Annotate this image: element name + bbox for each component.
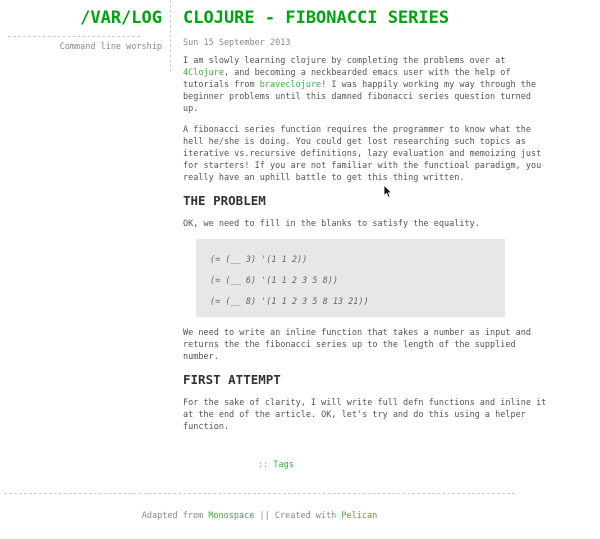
- page-footer: [4, 493, 515, 521]
- site-tagline: Command line worship: [59, 42, 162, 52]
- intro-paragraph: [183, 55, 549, 115]
- site-title[interactable]: /VAR/LOG: [80, 8, 162, 28]
- code-line-2: (= (__ 6) '(1 1 2 3 5 8)): [210, 276, 338, 286]
- paragraph-first-attempt: For the sake of clarity, I will write full defn functions and inline it at the end of the article. OK, let's try and do this using a helper function.: [183, 398, 547, 432]
- intro-text-3: ! I was happily working my way through the beginner problems until this damned fibonacci series question turned up.: [183, 80, 537, 114]
- section-heading-the-problem: THE PROBLEM: [183, 193, 266, 208]
- code-line-3: (= (__ 8) '(1 1 2 3 5 8 13 21)): [210, 297, 369, 307]
- intro-text-2: , and becoming a neckbearded emacs user with the help of tutorials from: [183, 68, 511, 90]
- sidebar: [0, 0, 162, 52]
- article: [183, 0, 549, 470]
- code-line-1: (= (__ 3) '(1 1 2)): [210, 255, 308, 265]
- footer-adapted-text: Adapted from: [141, 511, 209, 521]
- paragraph-research: A fibonacci series function requires the programmer to know what the hell he/she is doing. You could get lost researching such topics as iterative vs.recursive definitions, lazy evaluation and memoizing just for starters! If you are not familiar with the functioal paradigm, you really have an uphill battle to get this thing written.: [183, 125, 542, 183]
- footer-link-monospace[interactable]: Monospace: [208, 511, 255, 521]
- article-title[interactable]: CLOJURE - FIBONACCI SERIES: [183, 8, 450, 28]
- code-block: [196, 239, 505, 317]
- section-heading-first-attempt: FIRST ATTEMPT: [183, 372, 281, 387]
- article-date: Sun 15 September 2013: [183, 38, 291, 48]
- header-vertical-divider: [170, 0, 171, 72]
- link-braveclojure[interactable]: braveclojure: [259, 80, 322, 90]
- mouse-cursor-icon: [384, 185, 394, 199]
- paragraph-inline-function: We need to write an inline function that takes a number as input and returns the the fibonacci series up to the length of the supplied number.: [183, 328, 531, 362]
- sidebar-divider: [8, 36, 140, 37]
- tags-line: [258, 460, 549, 470]
- paragraph-lead: OK, we need to fill in the blanks to satisfy the equality.: [183, 219, 480, 229]
- footer-link-pelican[interactable]: Pelican: [341, 511, 378, 521]
- footer-separator: ||: [254, 511, 275, 521]
- tags-prefix: ::: [258, 460, 274, 470]
- footer-created-text: Created with: [274, 511, 342, 521]
- tags-link[interactable]: Tags: [273, 460, 294, 470]
- intro-text-1: I am slowly learning clojure by completing the problems over at: [183, 56, 506, 66]
- link-4clojure[interactable]: 4Clojure: [183, 68, 224, 78]
